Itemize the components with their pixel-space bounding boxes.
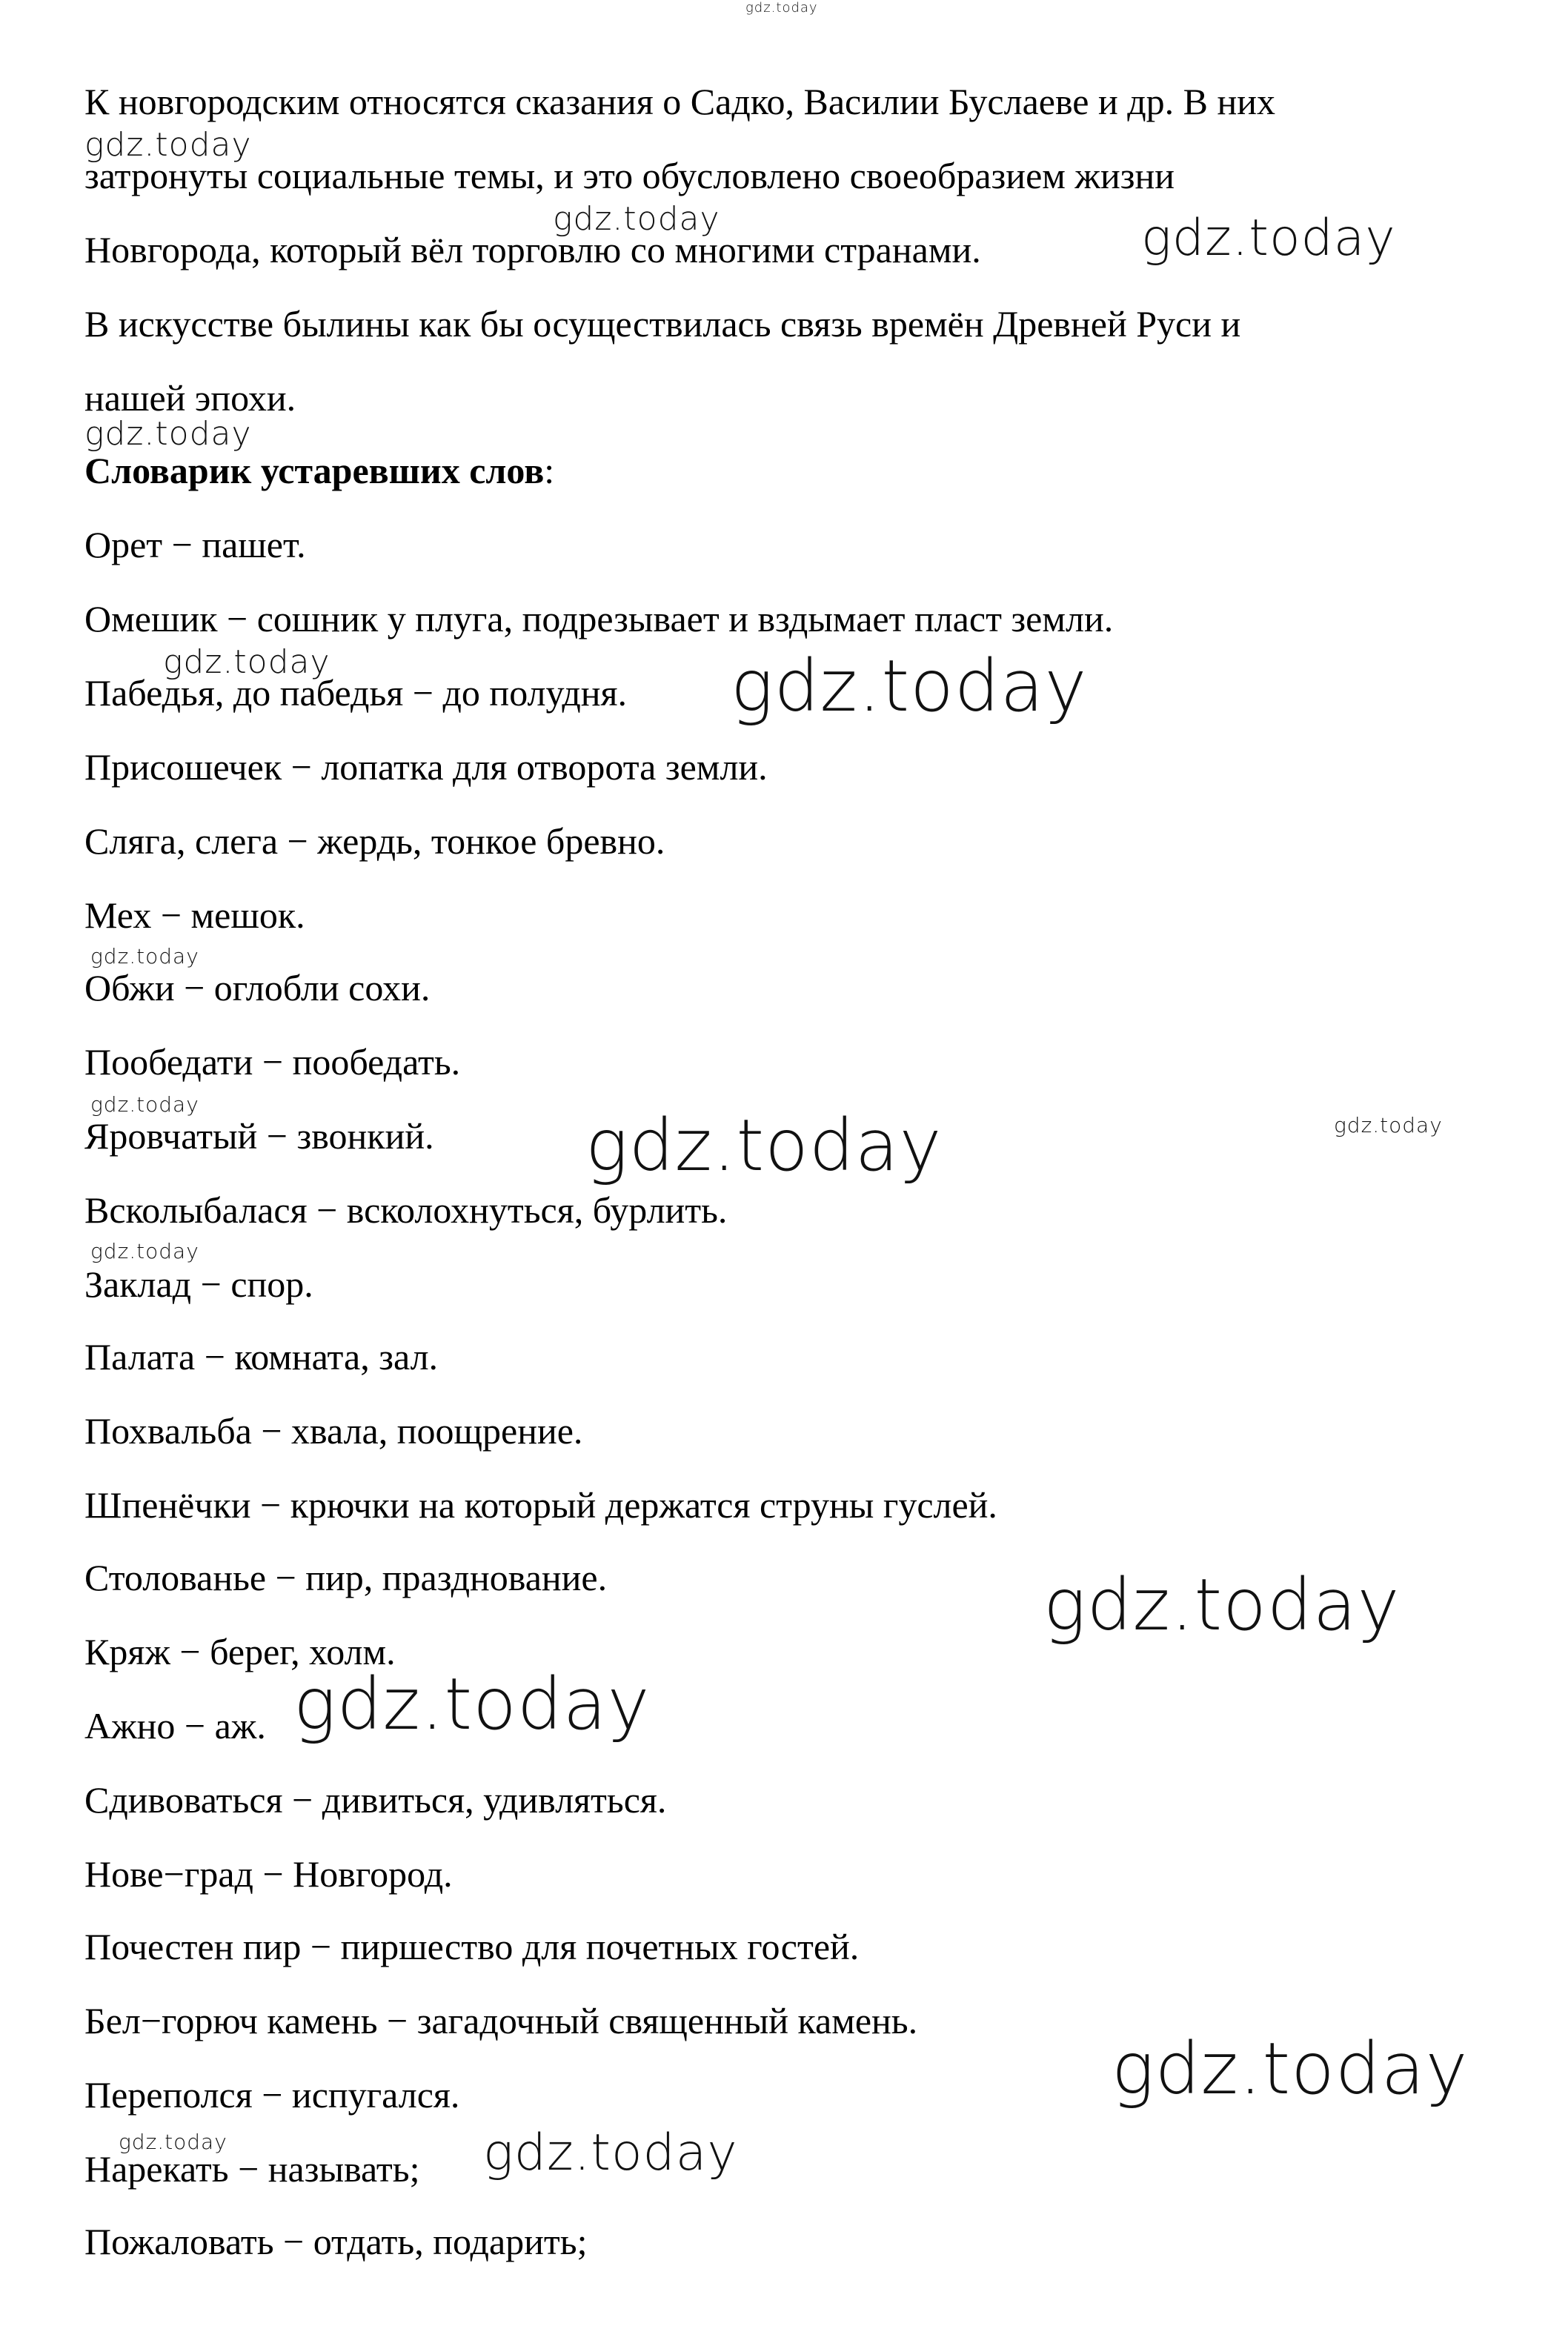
glossary-entry: Мех − мешок. <box>84 894 305 936</box>
watermark: gdz.today <box>745 0 818 16</box>
glossary-title-text: Словарик устаревших слов <box>84 450 545 491</box>
glossary-entry: Похвальба − хвала, поощрение. <box>84 1410 583 1452</box>
watermark: gdz.today <box>84 126 252 164</box>
watermark: gdz.today <box>163 643 330 681</box>
glossary-entry: Заклад − спор. <box>84 1263 313 1305</box>
glossary-entry: Омешик − сошник у плуга, подрезывает и вздымает пласт земли. <box>84 598 1114 639</box>
glossary-entry: Пообедати − пообедать. <box>84 1041 461 1083</box>
watermark: gdz.today <box>90 1239 199 1263</box>
glossary-entry: Нарекать − называть; <box>84 2148 420 2190</box>
glossary-entry: Сдивоваться − дивиться, удивляться. <box>84 1779 667 1821</box>
watermark: gdz.today <box>90 1092 199 1117</box>
watermark: gdz.today <box>1112 2027 1469 2110</box>
glossary-entry: Сляга, слега − жердь, тонкое бревно. <box>84 820 665 862</box>
glossary-entry: Шпенёчки − крючки на который держатся струны гуслей. <box>84 1484 997 1526</box>
glossary-entry: Присошечек − лопатка для отворота земли. <box>84 746 768 788</box>
glossary-entry: Орет − пашет. <box>84 524 306 565</box>
intro-line-3: Новгорода, который вёл торговлю со многими странами. <box>84 229 981 270</box>
intro-line-5: нашей эпохи. <box>84 377 296 419</box>
glossary-entry: Яровчатый − звонкий. <box>84 1115 434 1157</box>
glossary-entry: Палата − комната, зал. <box>84 1336 439 1378</box>
watermark: gdz.today <box>1334 1113 1443 1137</box>
watermark: gdz.today <box>553 200 720 238</box>
watermark: gdz.today <box>731 645 1088 728</box>
glossary-title <box>84 448 554 494</box>
watermark: gdz.today <box>1141 209 1396 268</box>
watermark: gdz.today <box>119 2130 227 2154</box>
glossary-entry: Почестен пир − пиршество для почетных гостей. <box>84 1926 860 1967</box>
glossary-entry: Нове−град − Новгород. <box>84 1853 453 1895</box>
glossary-entry: Обжи − оглобли сохи. <box>84 967 431 1008</box>
glossary-entry: Столованье − пир, празднование. <box>84 1557 608 1598</box>
glossary-title-colon: : <box>544 450 555 491</box>
intro-line-4: В искусстве былины как бы осуществилась связь времён Древней Руси и <box>84 303 1241 345</box>
glossary-entry: Кряж − берег, холм. <box>84 1631 396 1672</box>
watermark: gdz.today <box>293 1663 651 1746</box>
glossary-entry: Переполся − испугался. <box>84 2074 460 2116</box>
glossary-entry: Пабедья, до пабедья − до полудня. <box>84 672 628 714</box>
watermark: gdz.today <box>90 944 199 968</box>
glossary-entry: Пожаловать − отдать, подарить; <box>84 2221 588 2262</box>
intro-line-1: К новгородским относятся сказания о Садко, Василии Буслаеве и др. В них <box>84 81 1276 122</box>
watermark: gdz.today <box>84 415 252 453</box>
glossary-entry: Бел−горюч камень − загадочный священный камень. <box>84 2000 918 2041</box>
intro-line-2: затронуты социальные темы, и это обусловлено своеобразием жизни <box>84 155 1175 196</box>
watermark: gdz.today <box>1043 1564 1401 1646</box>
watermark: gdz.today <box>483 2124 738 2182</box>
glossary-entry: Ажно − аж. <box>84 1705 266 1747</box>
glossary-entry: Всколыбалася − всколохнуться, бурлить. <box>84 1189 728 1231</box>
watermark: gdz.today <box>585 1104 943 1187</box>
